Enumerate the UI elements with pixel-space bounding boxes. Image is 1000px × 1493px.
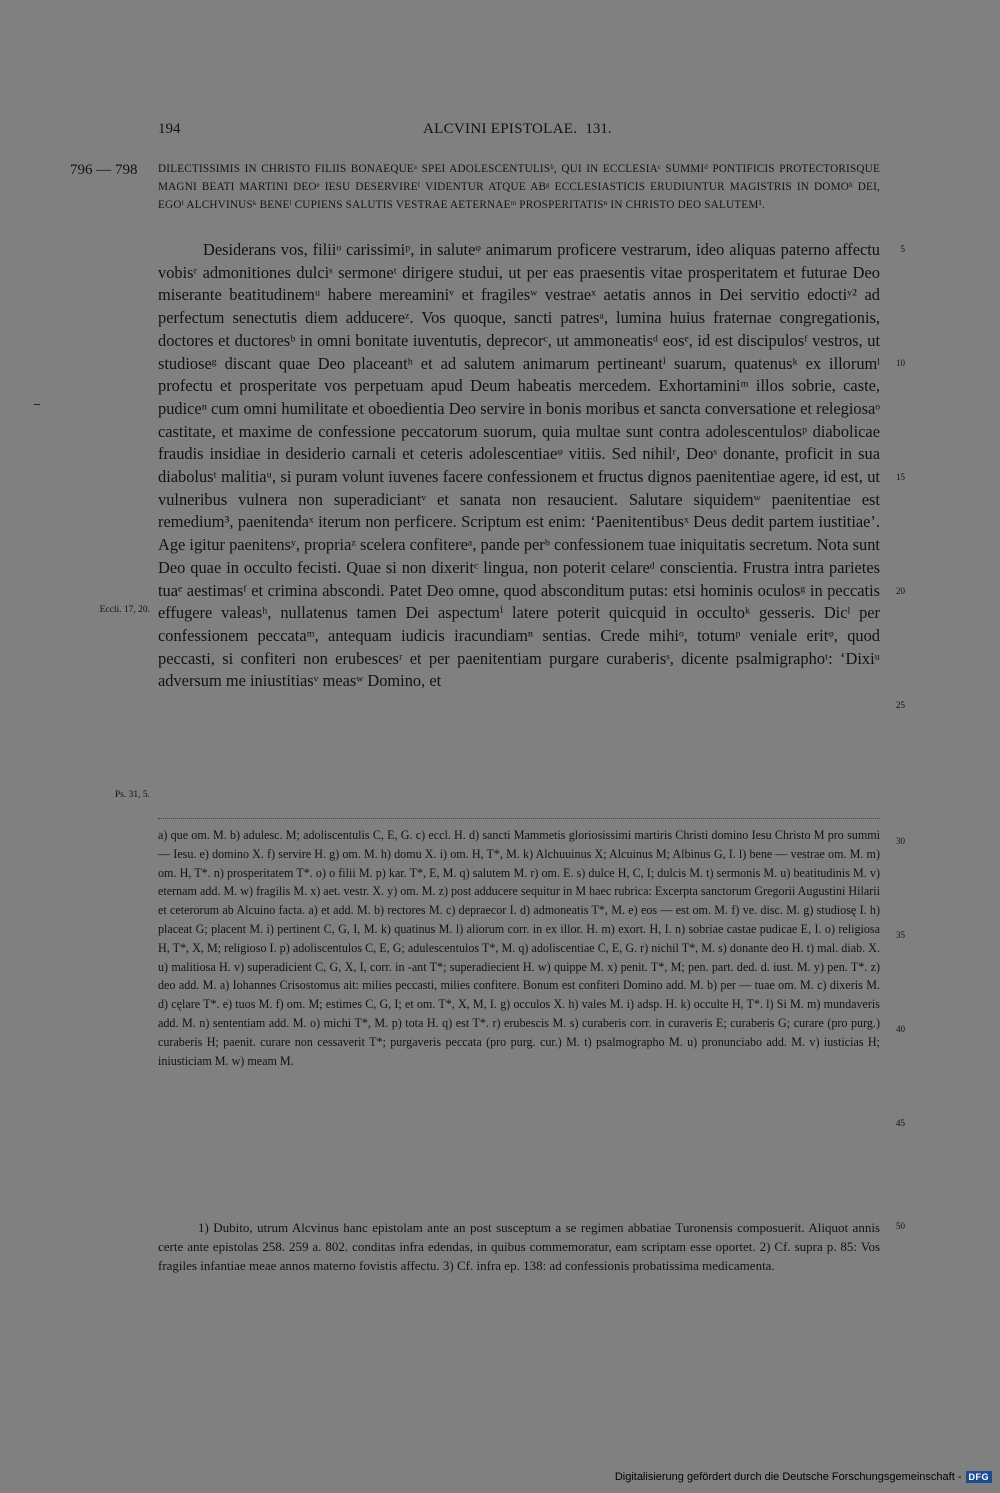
letter-body — [158, 239, 880, 693]
footnotes — [158, 1218, 880, 1275]
line-number: 20 — [896, 586, 905, 596]
body-paragraph: Desiderans vos, filiiᵒ carissimiᵖ, in saluteᵠ animarum proficere vestrarum, ideo aliquas paterno affectu vobisʳ admonitiones dulciˢ sermoneᵗ dirigere studui, ut per eas praesentis vitae prosperitatem et futurae Deo miserante beatitudinemᵘ habere mereaminiᵛ et fragilesʷ vestraeˣ aetatis annos in Dei servitio edoctiʸ² ad perfectum senectutis diem adducereᶻ. Vos quoque, sancti patresᵃ, lumina huius fraternae congregationis, doctores et ductoresᵇ in omni bonitate iuventutis, deprecorᶜ, ut ammoneatisᵈ eosᵉ, id est discipulosᶠ vestros, ut studioseᵍ discant quae Deo placeantʰ et ad salutem animarum pertineantⁱ suarum, quatenusᵏ ex illorumˡ profectu et prosperitate vos perpetuam apud Deum habeatis mercedem. Exhortaminiᵐ illos sobrie, caste, pudiceⁿ cum omni humilitate et oboedientia Deo servire in bonis moribus et sancta conversatione et relegiosaᵒ castitate, et maxime de confessione peccatorum suorum, quia multae sunt contra adolescentulosᵖ diabolicae fraudis insidiae in desiderio carnali et ceteris adolescentiaeᵠ vitiis. Sed nihilʳ, Deoˢ donante, proficit in sua diabolusᵗ malitiaᵘ, si puram volunt iuvenes facere confessionem et fructus dignos paenitentiae agere, id est, ut vulneribus vulnera non superadiciantᵛ et sanata non resaucient. Salutare siquidemʷ paenitentiae est remedium³, paenitendaˣ iterum non perficere. Scriptum est enim: ‘Paenitentibusˣ Deus dedit partem iustitiae’. Age igitur paenitensʸ, propriaᶻ scelera confitereᵃ, pande perᵇ confessionem tuae iniquitatis secretum. Nota sunt Deo quae in occulto fecisti. Quae si non dixeritᶜ lingua, non poterit celareᵈ conscientia. Frustra intra parietes tuaᵉ aestimasᶠ et crimina abscondi. Patet Deo omne, quod absconditum putas: etsi hominis oculosᵍ in peccatis effugere valeasʰ, nullatenus tamen Dei aspectumⁱ latere poterit quicquid in occultoᵏ gesseris. Dicˡ per confessionem peccataᵐ, antequam iudicis iracundiamⁿ sentias. Crede mihiᵒ, totumᵖ veniale eritᵠ, quod peccasti, si confiteri non erubescesʳ et per paenitentiam purgare curaberisˢ, dicente psalmigraphoᵗ: ‘Dixiᵘ adversum me iniustitiasᵛ measʷ Domino, et — [158, 240, 880, 691]
footnote: 1) Dubito, utrum Alcvinus hanc epistolam ante an post susceptum a se regimen abbatiae Turonensis composuerit. Aliquot annis certe ante epistolas 258. 259 a. 802. conditas infra edendas, in quibus commemoratur, eam scriptam esse oportet. 2) Cf. supra p. 85: Vos fragiles infantiae meae annos materno fovistis affectu. 3) Cf. infra ep. 138: ad confessionis probatissima medicamenta. — [158, 1220, 880, 1273]
line-number: 40 — [896, 1024, 905, 1034]
line-number: 10 — [896, 358, 905, 368]
critical-apparatus: a) que om. M. b) adulesc. M; adoliscentulis C, E, G. c) eccl. H. d) sancti Mammetis gloriosissimi martiris Christi domino Iesu Christo M pro summi — Iesu. e) domino X. f) servire H. g) om. M. h) domu X. i) om. H, T*, M. k) Alchuuinus X; Alcuinus M; Albinus G, I. l) bene — vestrae om. M. m) om. H, T*. n) prosperitatem T*. o) o filii M. p) kar. T*, E, M. q) salutem M. r) om. E. s) dulce H, C, I; dulcis M. t) sermonis M. u) beatitudinis M. v) eternam add. M. w) fragilis M. x) aet. vestr. X. y) om. M. z) post adducere sequitur in M haec rubrica: Excerpta sanctorum Gregorii Augustini Hilarii et ceterorum ab Alcuino facta. a) et add. M. b) rectores M. c) depraecor I. d) admoneatis T*, M. e) eos — est om. M. f) ve. disc. M. g) studiosę I. h) placeat G; placent M. i) pertinent C, G, I, M. k) quatinus M. l) aliorum corr. in ex illor. H. m) exort. H, I. n) sobriae castae pudicae E, I. o) religiosa H, T*, X, M; religioso I. p) adoliscentulos C, E, G; adulescentulos T*, M. q) adoliscentiae C, E, G. r) nichil T*, M. s) donante deo H. t) mal. diab. X. u) malitiosa H. v) superadicient C, G, X, I, corr. in -ant T*; superadiecient H. w) quippe M. x) penit. T*, M; pen. part. ded. d. iust. M. y) pen. T*. z) deo add. M. a) Iohannes Crisostomus ait: milies peccasti, milies confitere. Bonum est confiteri Domino add. M. b) per — tuae om. M. c) dixeris M. d) cęlare T*. e) tuos M. f) om. M; estimes C, G, I; et om. T*, X, M, I. g) occulos X. h) vales M. i) adsp. H. k) occulte H, T*. l) Si M. m) mundaveris add. M. n) sententiam add. M. o) michi T*, M. p) tota H. q) est T*. r) erubescis M. s) curaberis corr. in curaveris E; curaberis G; curare (pro purg.) curaberis H; paenit. curare non cessaverit T*; purgaveris peccata (pro purg. cur.) M. t) psalmographo M. u) pronunciabo add. M. v) iusticias H; iniusticiam M. w) meam M. — [158, 828, 880, 1068]
scripture-reference: Ps. 31, 5. — [114, 790, 150, 800]
line-number: 35 — [896, 930, 905, 940]
running-title: ALCVINI EPISTOLAE. 131. — [423, 121, 612, 137]
scripture-reference: Eccli. 17, 20. — [99, 605, 150, 615]
line-number: 15 — [896, 472, 905, 482]
line-number: 45 — [896, 1118, 905, 1128]
line-number: 50 — [896, 1221, 905, 1231]
dfg-credit-text: Digitalisierung gefördert durch die Deutsche Forschungsgemeinschaft - — [614, 1471, 962, 1483]
letter-address: DILECTISSIMIS IN CHRISTO FILIIS BONAEQUEᵃ SPEI ADOLESCENTULISᵇ, QUI IN ECCLESIAᶜ SUMMIᵈ PONTIFICIS PROTECTORISQUE MAGNI BEATI MARTINI DEOᵉ IESU DESERVIREᶠ VIDENTUR ATQUE ABᵍ ECCLESIASTICIS ERUDIUNTUR MAGISTRIS IN DOMOʰ DEI, EGOⁱ ALCHVINUSᵏ BENEˡ CUPIENS SALUTIS VESTRAE AETERNAEᵐ PROSPERITATISⁿ IN CHRISTO DEO SALUTEM¹. — [158, 163, 880, 211]
running-header — [158, 121, 880, 141]
dfg-logo-icon[interactable]: DFG — [966, 1471, 993, 1483]
line-number: 25 — [896, 700, 905, 710]
apparatus-divider — [158, 818, 880, 819]
page-number: 194 — [158, 121, 181, 137]
stray-mark — [34, 404, 40, 405]
epistle-number: 131. — [585, 121, 612, 137]
line-number: 5 — [900, 244, 905, 254]
date-range: 796 — 798 — [70, 162, 138, 178]
dfg-credit-bar — [612, 1469, 992, 1485]
line-number: 30 — [896, 836, 905, 846]
